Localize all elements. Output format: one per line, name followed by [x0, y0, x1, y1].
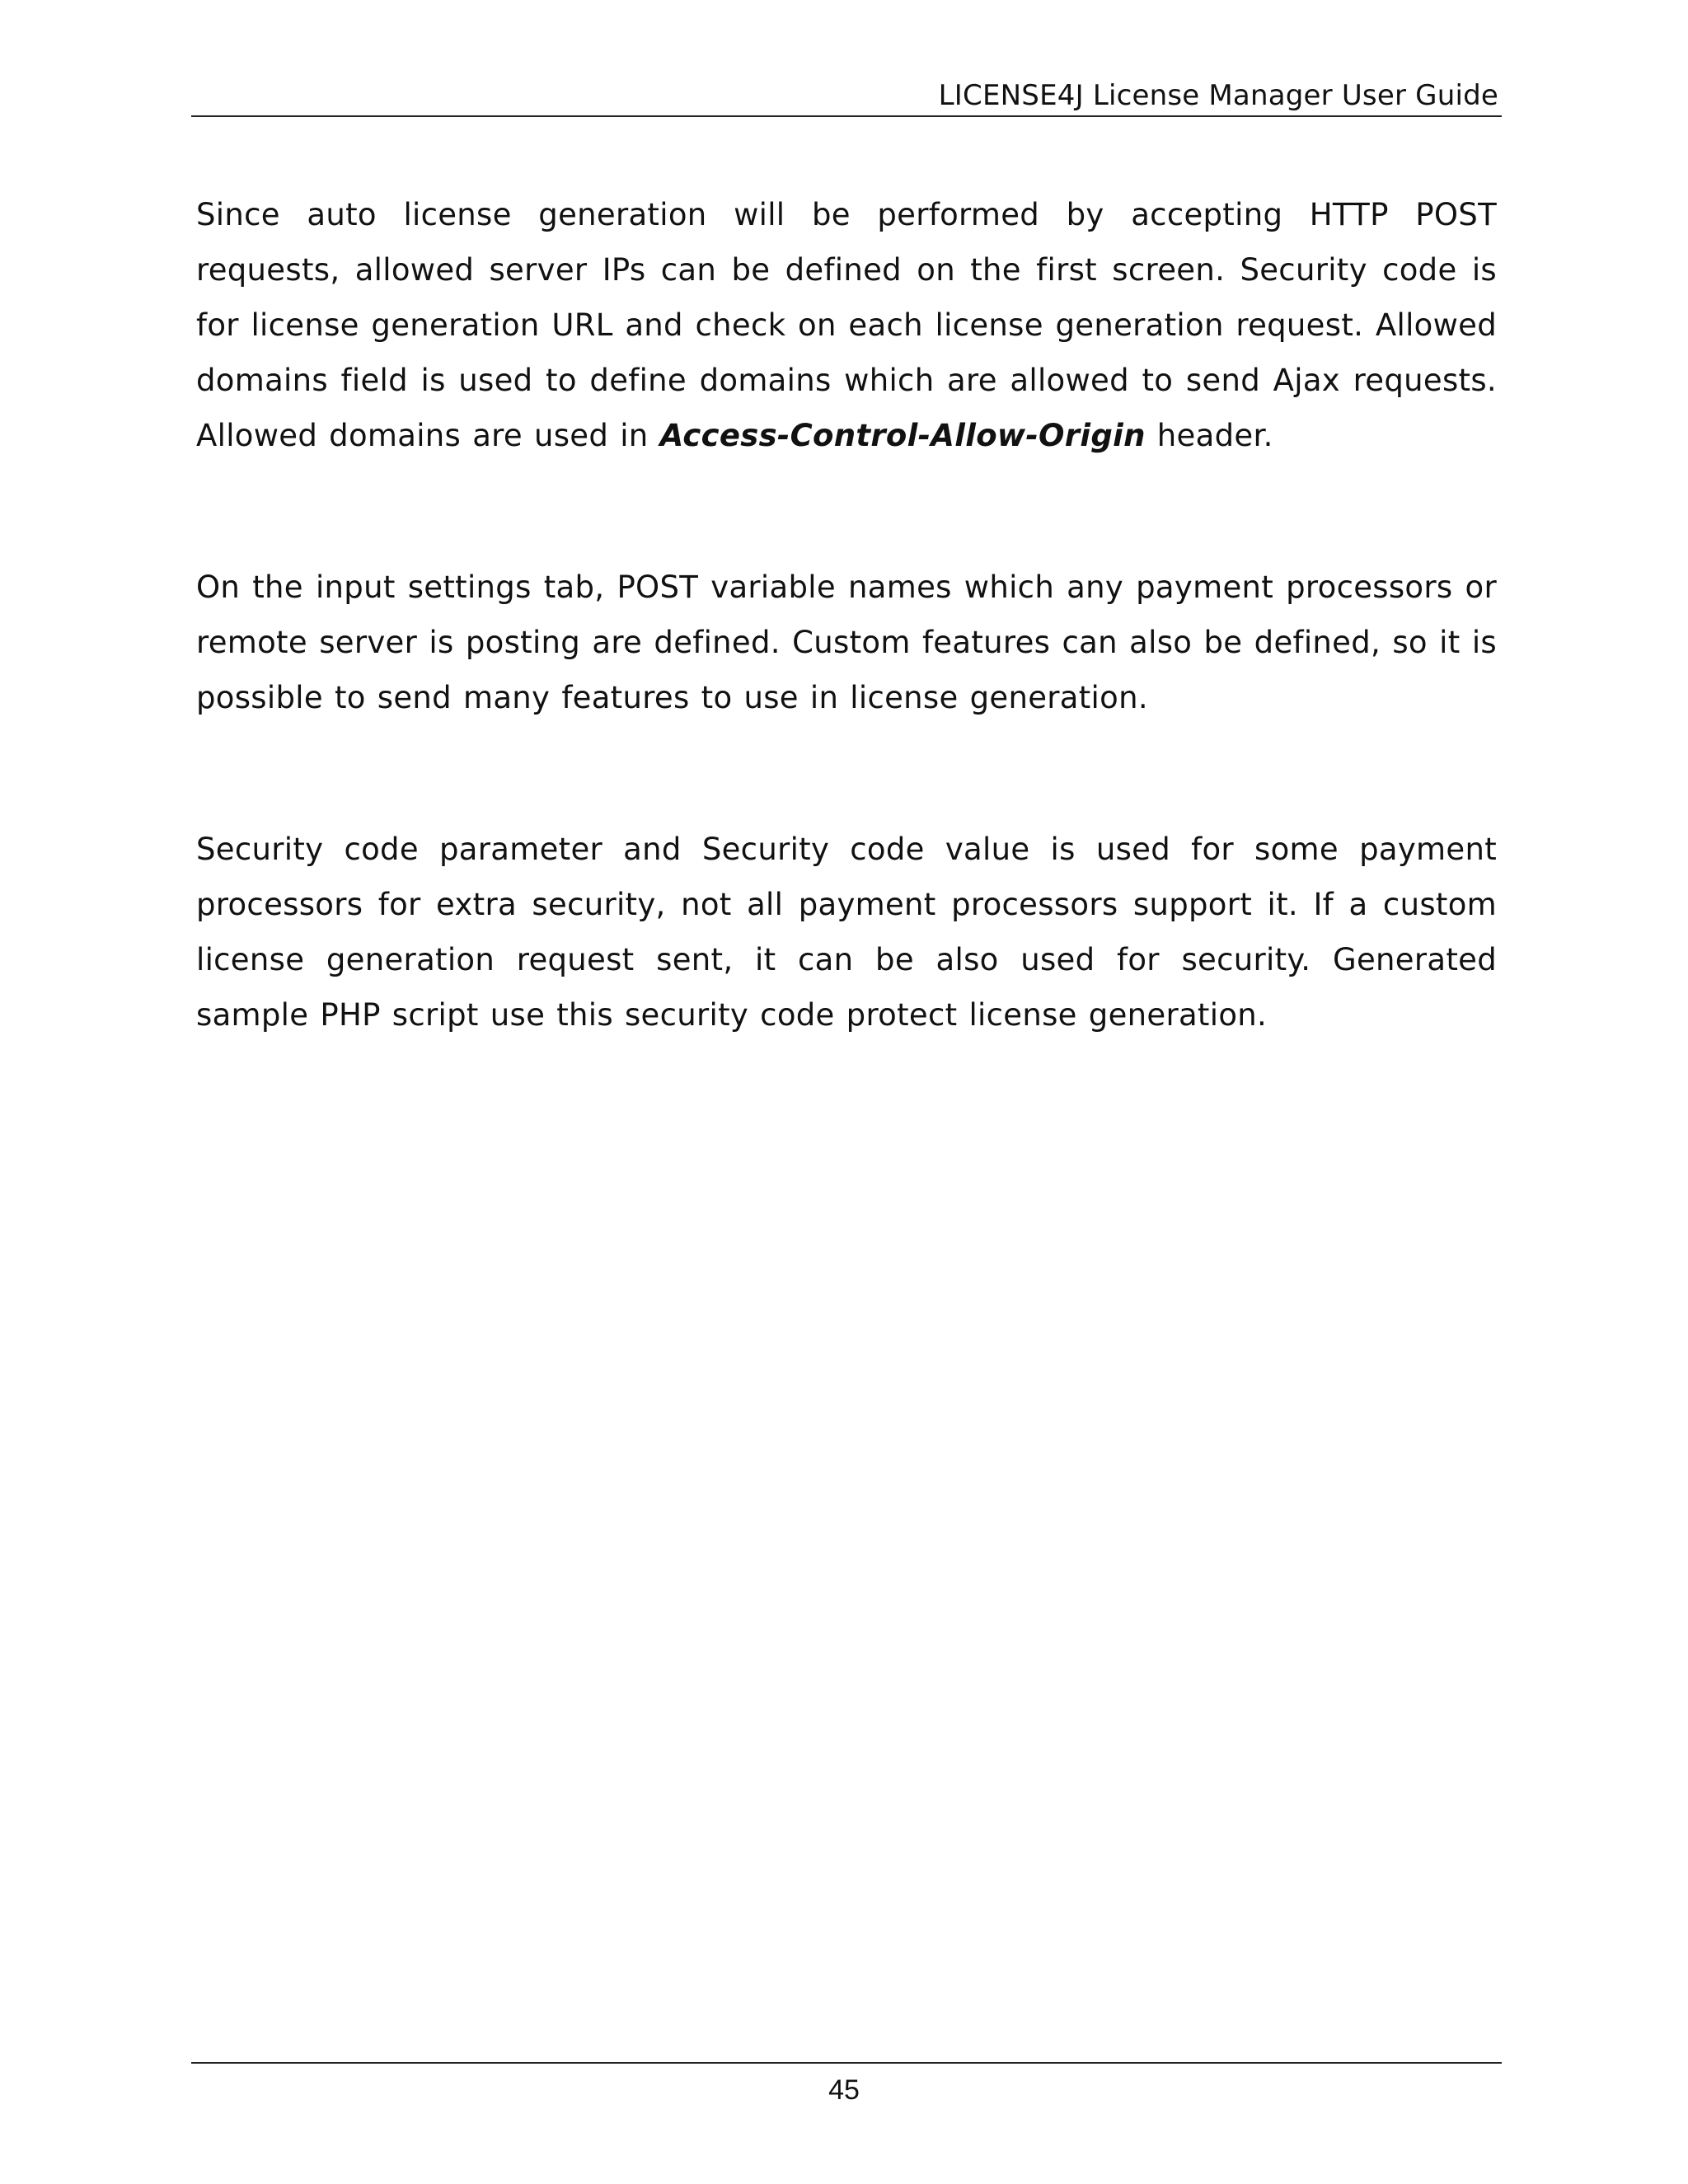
footer-divider — [191, 2062, 1502, 2064]
paragraph-auto-license-generation — [196, 187, 1497, 463]
page-header — [191, 76, 1502, 117]
page-number: 45 — [828, 2074, 860, 2106]
header-title: LICENSE4J License Manager User Guide — [938, 79, 1498, 112]
paragraph-1-text-after: header. — [1145, 418, 1273, 453]
page-content — [196, 187, 1497, 1043]
paragraph-input-settings: On the input settings tab, POST variable names which any payment processors or remote server is posting are defined. Custom features can also be defined, so it is possible to send many features to use in license generation. — [196, 569, 1497, 715]
paragraph-security-code: Security code parameter and Security code value is used for some payment processors for extra security, not all payment processors support it. If a custom license generation request sent, it can be also used for security. Generated sample PHP script use this security code protect license generation. — [196, 832, 1497, 1033]
paragraph-1-text-before: Since auto license generation will be performed by accepting HTTP POST requests, allowed server IPs can be defined on the first screen. Security code is for license generation URL and check on each license generation request. Allowed domains field is used to define domains which are allowed to send Ajax requests. Allowed domains are used in — [196, 197, 1497, 453]
access-control-header-emphasis: Access-Control-Allow-Origin — [659, 418, 1146, 453]
